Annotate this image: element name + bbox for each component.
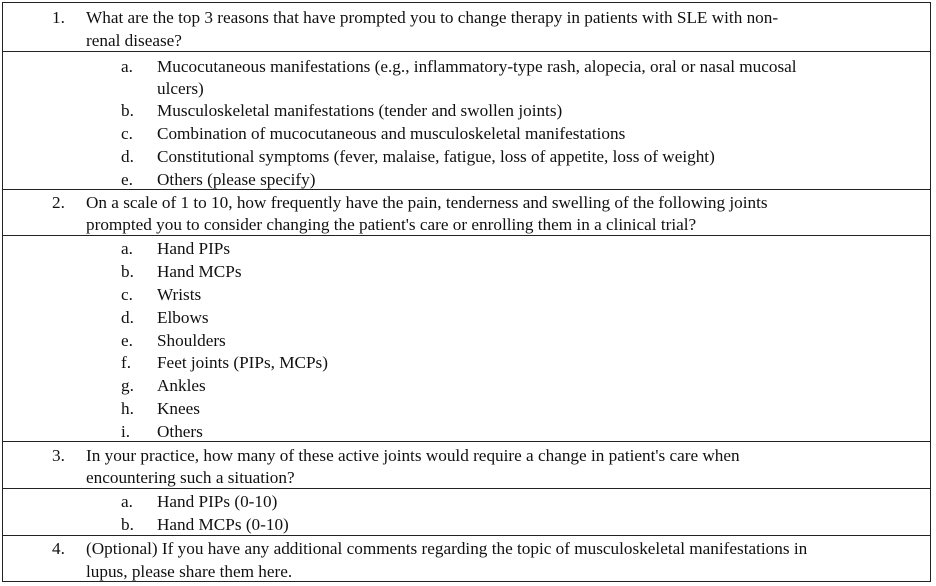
question-text: What are the top 3 reasons that have prompted you to change therapy in patients with SLE with non- — [86, 8, 779, 27]
option-letter: b. — [121, 515, 134, 534]
option-letter: h. — [121, 399, 134, 418]
option-text: Others — [157, 422, 203, 441]
option-text: Mucocutaneous manifestations (e.g., inflammatory-type rash, alopecia, oral or nasal mucosal — [157, 57, 797, 76]
question-text: encountering such a situation? — [86, 468, 295, 487]
option-letter: b. — [121, 262, 134, 281]
question-text: prompted you to consider changing the patient's care or enrolling them in a clinical trial? — [86, 215, 697, 234]
question-text: On a scale of 1 to 10, how frequently have the pain, tenderness and swelling of the following joints — [86, 193, 768, 212]
option-text: Feet joints (PIPs, MCPs) — [157, 353, 328, 372]
question-number: 3. — [52, 446, 65, 465]
option-letter: a. — [121, 57, 133, 76]
option-letter: d. — [121, 147, 134, 166]
option-text: Hand PIPs (0-10) — [157, 492, 278, 511]
option-text: Hand MCPs — [157, 262, 242, 281]
question-text: renal disease? — [86, 31, 182, 50]
option-text: Others (please specify) — [157, 170, 316, 189]
option-text: Constitutional symptoms (fever, malaise, fatigue, loss of appetite, loss of weight) — [157, 147, 715, 166]
option-text: Ankles — [157, 376, 206, 395]
option-letter: e. — [121, 170, 133, 189]
option-text: Combination of mucocutaneous and musculoskeletal manifestations — [157, 124, 626, 143]
survey-table — [2, 2, 931, 582]
option-text: Elbows — [157, 308, 209, 327]
row-divider — [2, 189, 931, 190]
option-letter: e. — [121, 331, 133, 350]
question-text: (Optional) If you have any additional comments regarding the topic of musculoskeletal manifestations in — [86, 539, 808, 558]
option-text: Wrists — [157, 285, 202, 304]
question-text: lupus, please share them here. — [86, 562, 293, 581]
option-text: ulcers) — [157, 79, 204, 98]
option-letter: i. — [121, 422, 131, 441]
option-text: Shoulders — [157, 331, 226, 350]
question-number: 1. — [52, 8, 65, 27]
option-letter: a. — [121, 492, 133, 511]
option-text: Hand MCPs (0-10) — [157, 515, 289, 534]
option-letter: f. — [121, 353, 132, 372]
option-letter: c. — [121, 124, 133, 143]
question-text: In your practice, how many of these active joints would require a change in patient's care when — [86, 446, 740, 465]
option-letter: a. — [121, 239, 133, 258]
option-letter: d. — [121, 308, 134, 327]
option-text: Knees — [157, 399, 200, 418]
question-number: 4. — [52, 539, 65, 558]
option-text: Musculoskeletal manifestations (tender and swollen joints) — [157, 101, 563, 120]
row-divider — [2, 535, 931, 536]
option-text: Hand PIPs — [157, 239, 231, 258]
question-number: 2. — [52, 193, 65, 212]
option-letter: b. — [121, 101, 134, 120]
option-letter: g. — [121, 376, 134, 395]
option-letter: c. — [121, 285, 133, 304]
row-divider — [2, 441, 931, 442]
